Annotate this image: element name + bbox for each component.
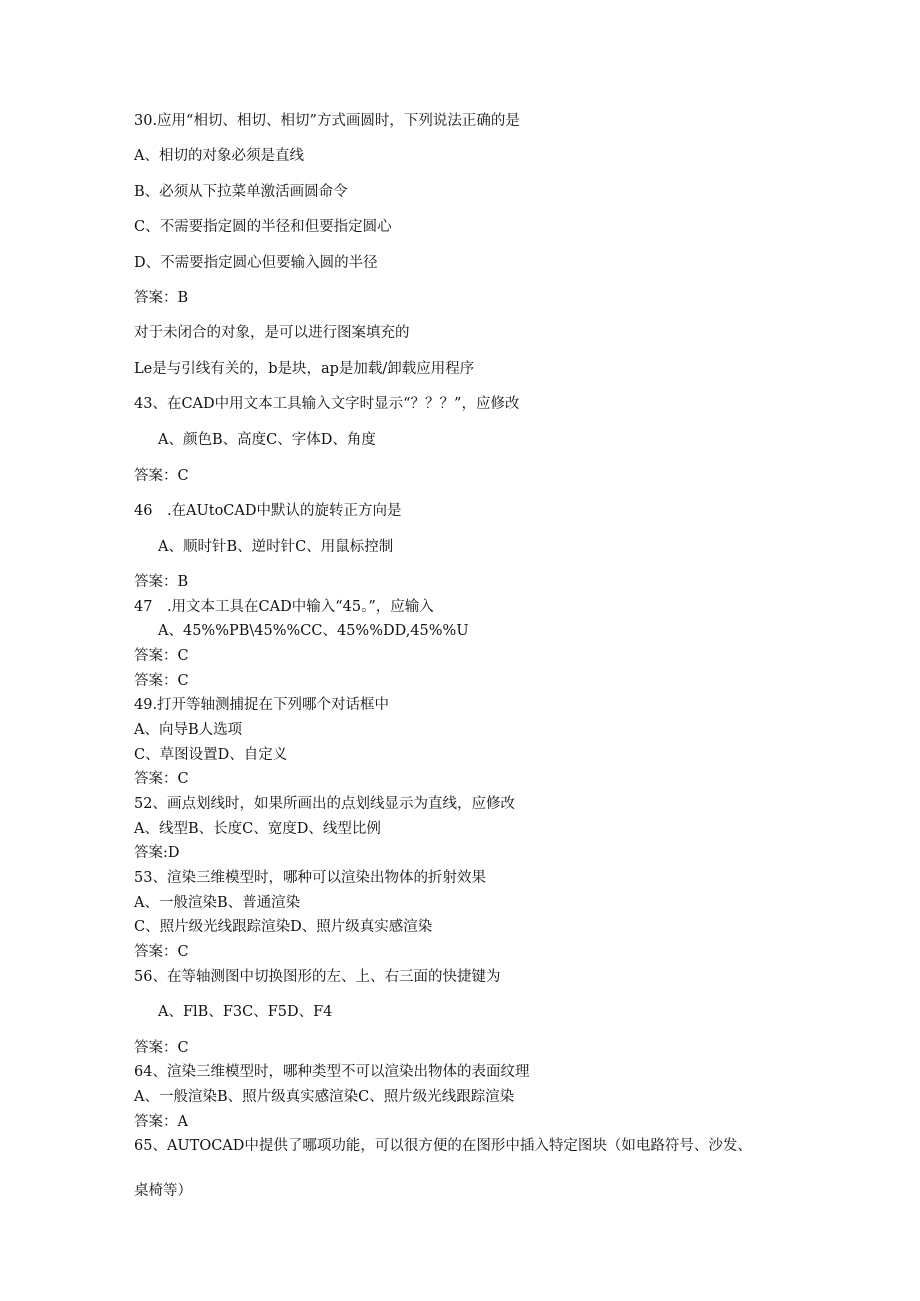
answer-64: 答案：A	[134, 1114, 188, 1130]
options-46: A、顺时针B、逆时针C、用鼠标控制	[158, 539, 394, 555]
answer-52: 答案:D	[134, 845, 180, 861]
options-56: A、FlB、F3C、F5D、F4	[158, 1004, 333, 1020]
question-56-text: 56、在等轴测图中切换图形的左、上、右三面的快捷键为	[134, 969, 501, 985]
option-c: C、不需要指定圆的半径和但要指定圆心	[134, 219, 392, 235]
answer-56: 答案：C	[134, 1040, 189, 1056]
option-b: B、必须从下拉菜单激活画圆命令	[134, 184, 348, 200]
note-text: 对于未闭合的对象，是可以进行图案填充的	[134, 325, 410, 341]
note-text: Le是与引线有关的，b是块，ap是加载/卸载应用程序	[134, 361, 475, 377]
question-49-text: 49.打开等轴测捕捉在下列哪个对话框中	[134, 697, 390, 713]
options-53-row1: A、一般渲染B、普通渲染	[134, 895, 301, 911]
question-65-text: 65、AUTOCAD中提供了哪项功能，可以很方便的在图形中插入特定图块（如电路符号、沙发、	[134, 1138, 752, 1154]
answer-47-repeat: 答案：C	[134, 673, 189, 689]
question-53-text: 53、渲染三维模型时，哪种可以渲染出物体的折射效果	[134, 870, 486, 886]
question-43-text: 43、在CAD中用文本工具输入文字时显示“？？？”，应修改	[134, 396, 520, 412]
options-52: A、线型B、长度C、宽度D、线型比例	[134, 821, 381, 837]
question-64-text: 64、渲染三维模型时，哪种类型不可以渲染出物体的表面纹理	[134, 1064, 530, 1080]
answer-53: 答案：C	[134, 944, 189, 960]
options-64: A、一般渲染B、照片级真实感渲染C、照片级光线跟踪渲染	[134, 1089, 515, 1105]
answer-49: 答案：C	[134, 771, 189, 787]
options-53-row2: C、照片级光线跟踪渲染D、照片级真实感渲染	[134, 919, 433, 935]
answer-46: 答案：B	[134, 574, 189, 590]
answer-43: 答案：C	[134, 468, 189, 484]
answer-47: 答案：C	[134, 648, 189, 664]
answer-30: 答案：B	[134, 290, 189, 306]
option-a: A、相切的对象必须是直线	[134, 148, 304, 164]
question-52-text: 52、画点划线时，如果所画出的点划线显示为直线，应修改	[134, 796, 515, 812]
options-49-row2: C、草图设置D、自定义	[134, 747, 288, 763]
question-46-text: 46 .在AUtoCAD中默认的旋转正方向是	[134, 503, 402, 519]
options-47: A、45%%PB\45%%CC、45%%DD,45%%U	[158, 623, 469, 639]
question-65-continued: 桌椅等）	[134, 1183, 192, 1199]
options-49-row1: A、向导B人选项	[134, 722, 243, 738]
option-d: D、不需要指定圆心但要输入圆的半径	[134, 255, 378, 271]
question-30-text: 30.应用“相切、相切、相切”方式画圆时，下列说法正确的是	[134, 113, 520, 129]
options-43: A、颜色B、高度C、字体D、角度	[158, 432, 376, 448]
question-47-text: 47 .用文本工具在CAD中输入“45。”，应输入	[134, 599, 434, 615]
